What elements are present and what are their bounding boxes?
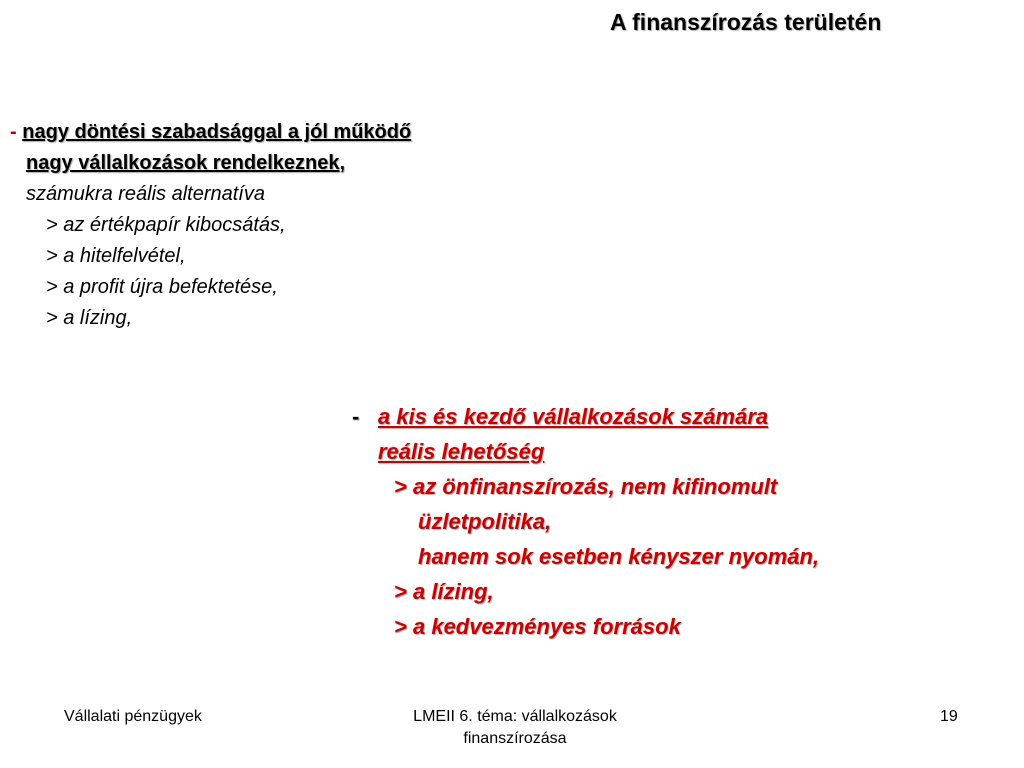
bullet-dash: -	[352, 404, 360, 429]
footer-topic-line-1: LMEII 6. téma: vállalkozások	[413, 708, 617, 725]
slide-title: A finanszírozás területén	[610, 9, 882, 35]
list-item: > az értékpapír kibocsátás,	[46, 214, 286, 236]
bullet-dash: -	[10, 121, 17, 143]
list-item-text: a lízing,	[412, 579, 494, 604]
section-heading	[10, 117, 411, 148]
heading-line-1: nagy döntési szabadsággal a jól működő	[22, 121, 412, 143]
list-item	[352, 469, 819, 504]
list-item: > a lízing,	[46, 307, 133, 329]
list-item-text: üzletpolitika,	[418, 509, 552, 534]
list-item	[352, 504, 819, 539]
list-item: > a profit újra befektetése,	[46, 276, 278, 298]
list-item: > a hitelfelvétel,	[46, 245, 186, 267]
intro-text: számukra reális alternatíva	[26, 183, 265, 205]
arrow-marker: >	[394, 579, 407, 604]
heading-line-1: a kis és kezdő vállalkozások számára	[378, 404, 769, 429]
list-item	[352, 539, 819, 574]
list-item-text: a kedvezményes források	[412, 614, 681, 639]
list-item-text: hanem sok esetben kényszer nyomán,	[418, 544, 820, 569]
list-item	[352, 574, 819, 609]
small-companies-section	[352, 399, 819, 644]
footer-course-name: Vállalati pénzügyek	[64, 708, 202, 725]
footer-topic-line-2: finanszírozása	[463, 730, 567, 747]
page-number: 19	[940, 708, 958, 725]
list-item-text: az önfinanszírozás, nem kifinomult	[412, 474, 778, 499]
heading-line-2: nagy vállalkozások rendelkeznek,	[26, 152, 346, 174]
list-item	[352, 609, 819, 644]
arrow-marker: >	[394, 614, 407, 639]
footer-topic	[350, 706, 680, 750]
heading-line-2: reális lehetőség	[378, 439, 545, 464]
large-companies-section	[10, 117, 411, 334]
section-heading	[352, 399, 819, 434]
arrow-marker: >	[394, 474, 407, 499]
